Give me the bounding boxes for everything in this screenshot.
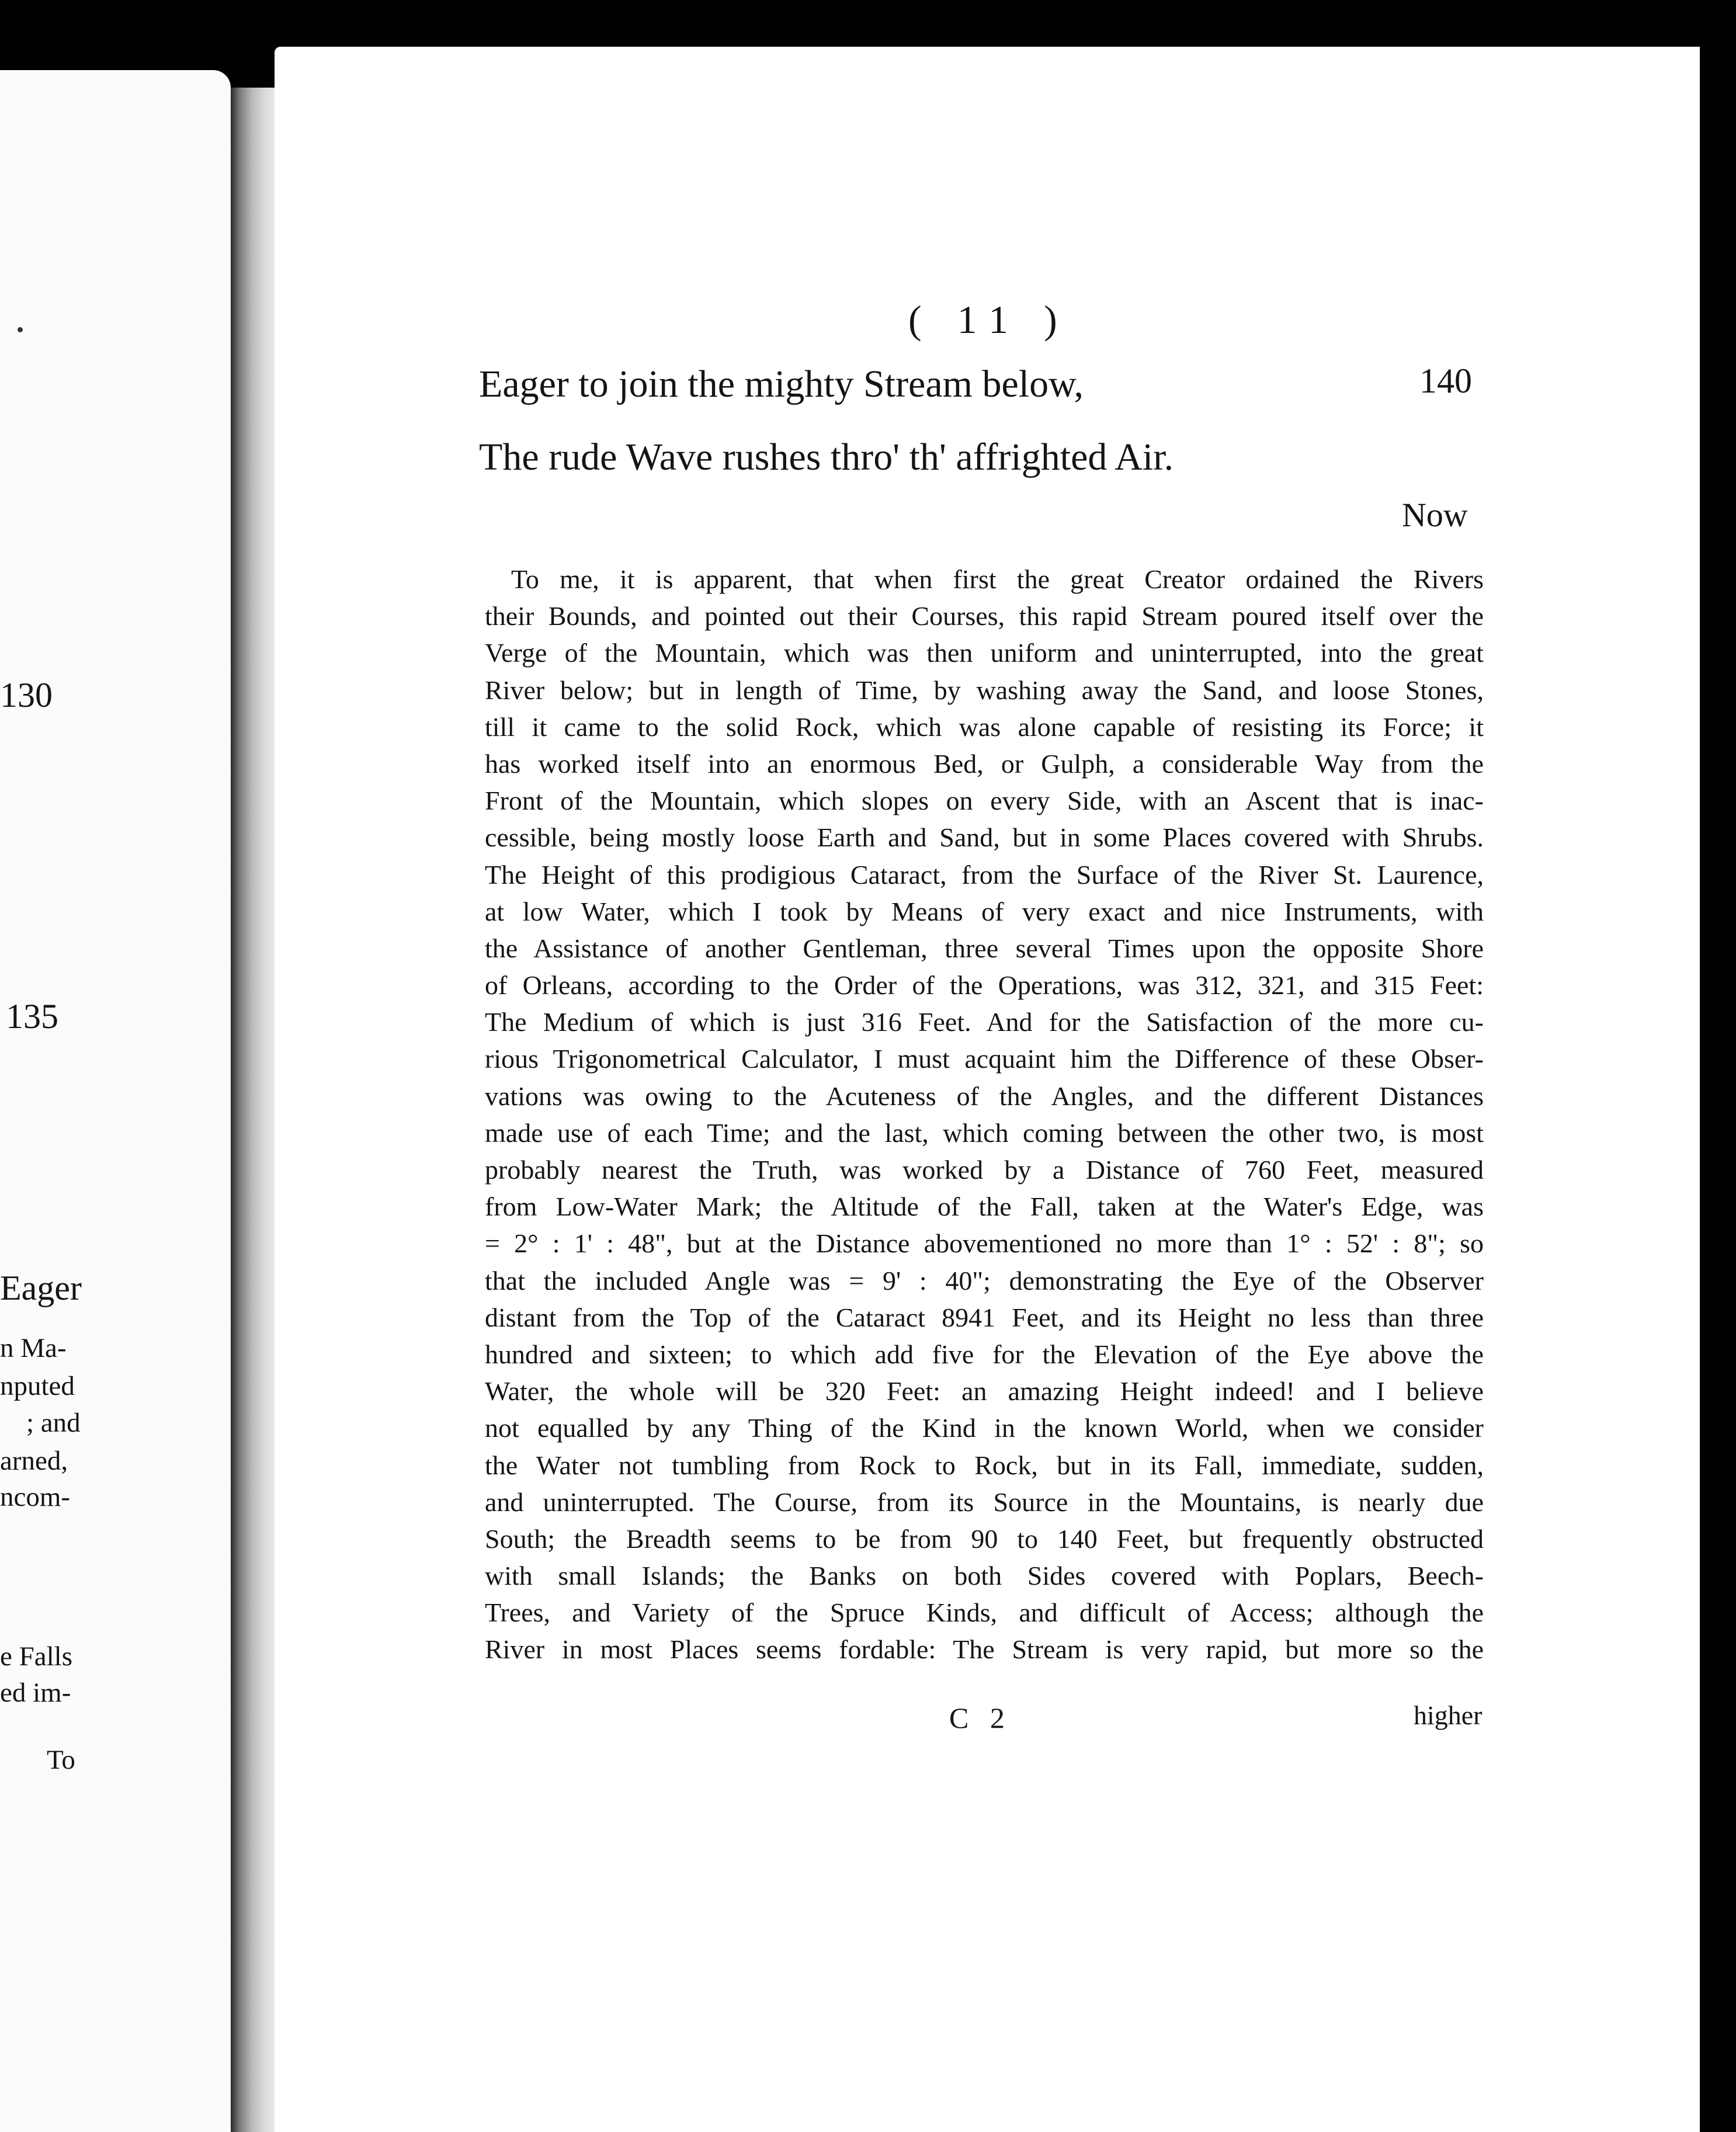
prose-line: not equalled by any Thing of the Kind in the known World, when we consider <box>485 1413 1484 1443</box>
prose-line: rious Trigonometrical Calculator, I must acquaint him the Difference of these Obser- <box>485 1044 1484 1074</box>
book-gutter <box>231 88 277 2132</box>
prose-line: Water, the whole will be 320 Feet: an amazing Height indeed! and I believe <box>485 1376 1484 1407</box>
left-catchword: To <box>47 1745 75 1775</box>
prose-line: probably nearest the Truth, was worked by a Distance of 760 Feet, measured <box>485 1155 1484 1185</box>
prose-paragraph <box>485 561 1484 1668</box>
prose-line: the Assistance of another Gentleman, three several Times upon the opposite Shore <box>485 933 1484 963</box>
prose-line: made use of each Time; and the last, which coming between the other two, is most <box>485 1117 1484 1148</box>
left-fragment: arned, <box>0 1446 68 1476</box>
prose-line: To me, it is apparent, that when first the great Creator ordained the Rivers <box>511 564 1484 594</box>
prose-line: The Height of this prodigious Cataract, from the Surface of the River St. Laurence, <box>485 859 1484 890</box>
left-fragment: ncom- <box>0 1482 71 1512</box>
verse-line: Eager to join the mighty Stream below, <box>479 363 1084 405</box>
left-fragment: e Falls <box>0 1641 73 1672</box>
prose-line: vations was owing to the Acuteness of the Angles, and the different Distances <box>485 1081 1484 1111</box>
prose-line: of Orleans, according to the Order of the Operations, was 312, 321, and 315 Feet: <box>485 970 1484 1001</box>
prose-line: at low Water, which I took by Means of very exact and nice Instruments, with <box>485 896 1484 926</box>
left-fragment: nputed <box>0 1371 75 1401</box>
prose-line: Front of the Mountain, which slopes on every Side, with an Ascent that is inac- <box>485 786 1484 816</box>
prose-line: River in most Places seems fordable: The Stream is very rapid, but more so the <box>485 1634 1484 1665</box>
catchword-top: Now <box>1402 496 1468 534</box>
verse-line: The rude Wave rushes thro' th' affrighted Air. <box>479 436 1174 478</box>
prose-line: and uninterrupted. The Course, from its Source in the Mountains, is nearly due <box>485 1487 1484 1517</box>
catchword-bottom: higher <box>1414 1700 1482 1730</box>
prose-line: distant from the Top of the Cataract 8941 Feet, and its Height no less than three <box>485 1302 1484 1332</box>
page-number: ( 11 ) <box>908 297 1070 342</box>
prose-line: = 2° : 1' : 48", but at the Distance abovementioned no more than 1° : 52' : 8"; so <box>485 1228 1484 1259</box>
prose-line: with small Islands; the Banks on both Sides covered with Poplars, Beech- <box>485 1561 1484 1591</box>
prose-line: their Bounds, and pointed out their Courses, this rapid Stream poured itself over the <box>485 601 1484 631</box>
left-fragment: ; and <box>26 1408 81 1438</box>
prose-line: Verge of the Mountain, which was then uniform and uninterrupted, into the great <box>485 638 1484 668</box>
prose-line: The Medium of which is just 316 Feet. And for the Satisfaction of the more cu- <box>485 1007 1484 1037</box>
prose-line: cessible, being mostly loose Earth and Sand, but in some Places covered with Shrubs. <box>485 822 1484 853</box>
left-fragment: n Ma- <box>0 1333 67 1363</box>
prose-line: that the included Angle was = 9' : 40"; demonstrating the Eye of the Observer <box>485 1265 1484 1296</box>
prose-line: Trees, and Variety of the Spruce Kinds, and difficult of Access; although the <box>485 1598 1484 1628</box>
prose-line: the Water not tumbling from Rock to Rock, but in its Fall, immediate, sudden, <box>485 1450 1484 1480</box>
prose-line: till it came to the solid Rock, which was alone capable of resisting its Force; it <box>485 711 1484 742</box>
prose-line: from Low-Water Mark; the Altitude of the Fall, taken at the Water's Edge, was <box>485 1192 1484 1222</box>
left-page <box>0 70 231 2132</box>
left-line-number-130: 130 <box>0 676 53 714</box>
signature-mark: C 2 <box>949 1702 1012 1734</box>
verse-line-number: 140 <box>1419 362 1472 400</box>
left-line-number-135: 135 <box>6 997 58 1036</box>
left-fragment: ed im- <box>0 1678 71 1708</box>
prose-line: South; the Breadth seems to be from 90 to 140 Feet, but frequently obstructed <box>485 1523 1484 1554</box>
prose-line: has worked itself into an enormous Bed, or Gulph, a considerable Way from the <box>485 748 1484 779</box>
prose-line: hundred and sixteen; to which add five for the Elevation of the Eye above the <box>485 1339 1484 1369</box>
prose-line: River below; but in length of Time, by washing away the Sand, and loose Stones, <box>485 675 1484 705</box>
left-fragment-eager: Eager <box>0 1269 82 1307</box>
ink-speck <box>18 327 23 332</box>
